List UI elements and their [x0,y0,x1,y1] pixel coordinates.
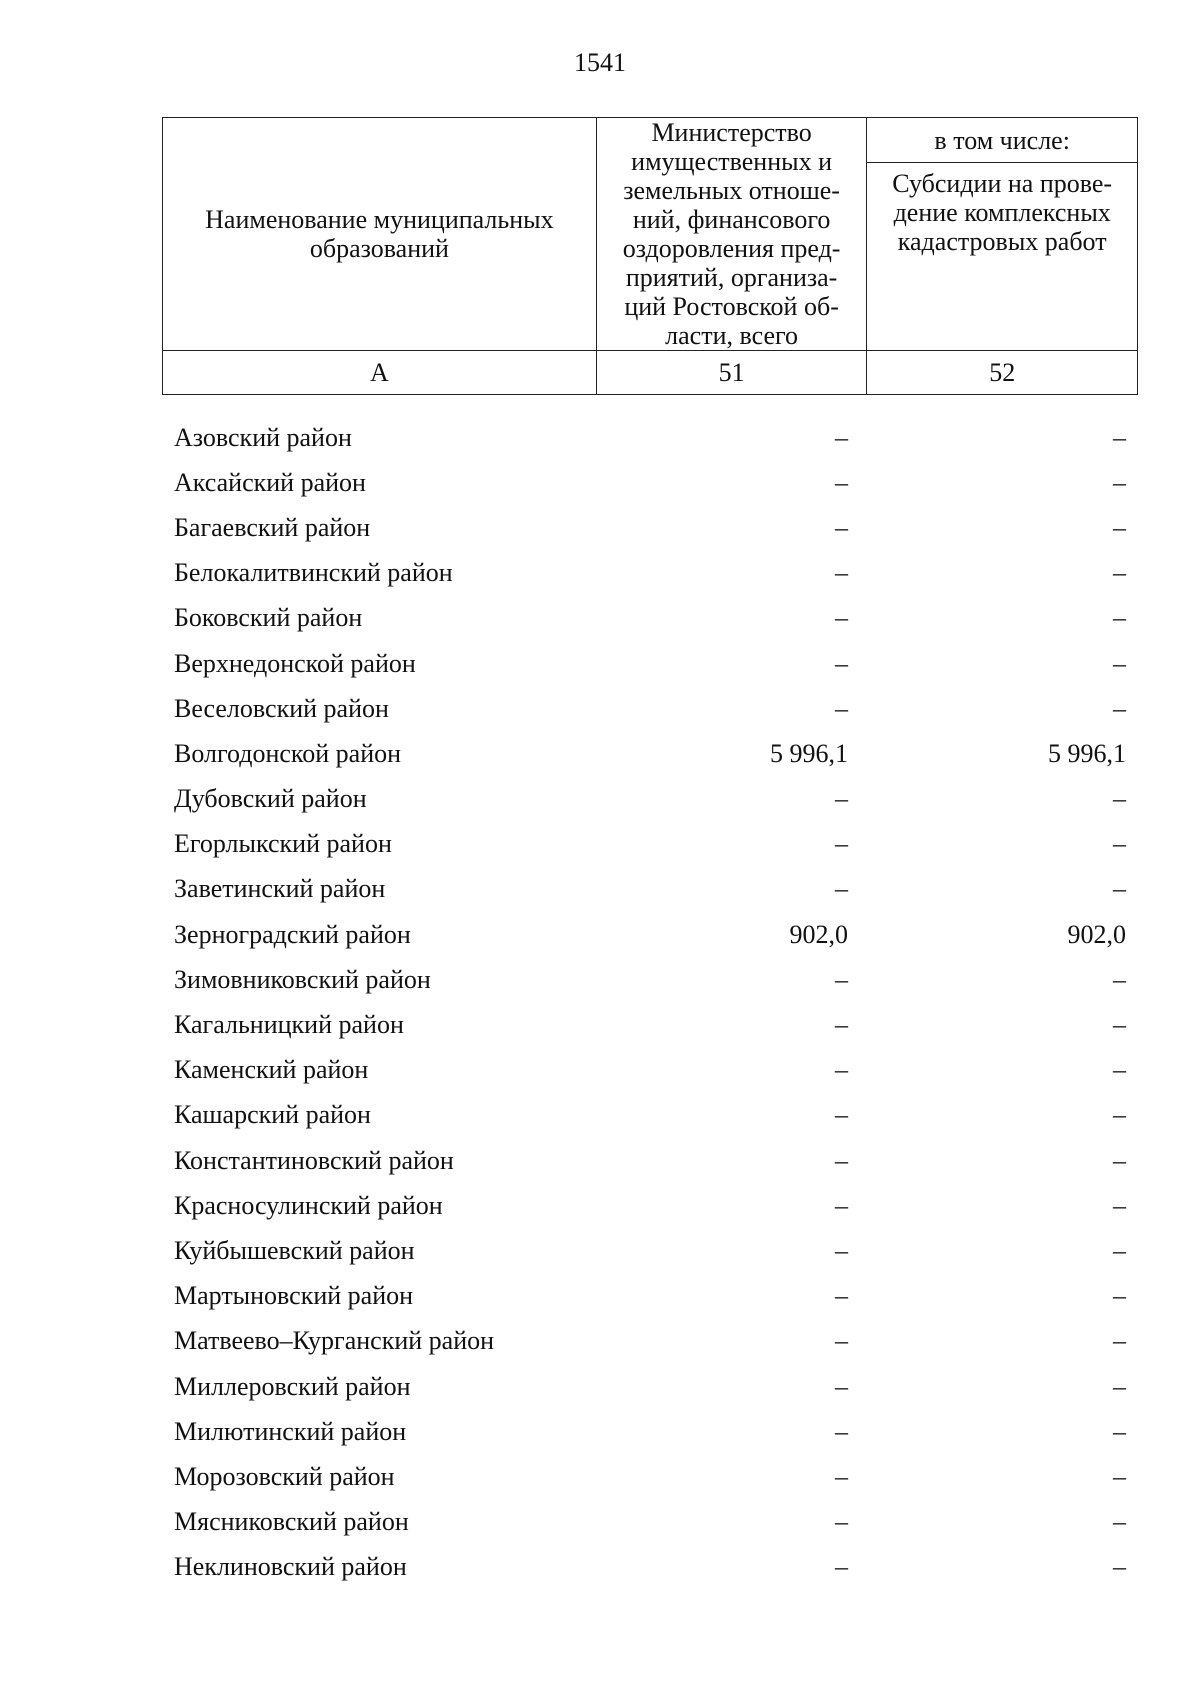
municipality-name: Морозовский район [174,1461,395,1491]
value-col-51: – [835,1371,848,1401]
table-row [162,551,1138,596]
value-col-51: – [835,422,848,452]
value-col-52: – [1113,1235,1126,1265]
table-row [162,731,1138,776]
value-col-51: – [835,874,848,904]
column-index-51: 51 [596,351,867,395]
value-col-52: – [1113,1100,1126,1130]
value-col-51: – [835,558,848,588]
value-col-51: – [835,512,848,542]
table-row [162,1002,1138,1047]
value-col-51: – [835,1416,848,1446]
municipality-name: Волгодонской район [174,738,402,768]
page-number: 1541 [574,48,626,77]
value-col-52: – [1113,1055,1126,1085]
value-col-52: – [1113,693,1126,723]
value-col-51: – [835,964,848,994]
municipality-name: Мясниковский район [174,1507,409,1537]
municipality-name: Матвеево–Курганский район [174,1326,495,1356]
column-index-52: 52 [867,351,1138,395]
value-col-52: 902,0 [1067,919,1126,949]
value-col-51: – [835,1552,848,1582]
municipality-name: Зерноградский район [174,919,411,949]
municipality-name: Белокалитвинский район [174,558,453,588]
table-row [162,415,1138,460]
value-col-51: – [835,1145,848,1175]
table-row [162,641,1138,686]
value-col-52: – [1113,467,1126,497]
value-col-51: – [835,1190,848,1220]
header-ministry-total: Министерство имущественных и земельных отноше- ний, финансового оздоровления пред- приятий, организа- ций Ростовской об- ласти, всего [596,118,867,351]
table-row [162,1048,1138,1093]
municipality-name: Неклиновский район [174,1552,407,1582]
table-body [162,415,1138,1590]
column-index-a: А [163,351,597,395]
table-row [162,1228,1138,1273]
municipality-name: Зимовниковский район [174,964,431,994]
value-col-51: – [835,1010,848,1040]
table-row [162,1409,1138,1454]
municipality-name: Дубовский район [174,784,367,814]
value-col-52: – [1113,422,1126,452]
value-col-52: – [1113,1326,1126,1356]
header-cadastral-subsidy: Субсидии на прове- дение комплексных кадастровых работ [867,163,1138,351]
table-row [162,1183,1138,1228]
table-row [162,1138,1138,1183]
municipality-name: Кагальницкий район [174,1010,404,1040]
value-col-52: – [1113,1281,1126,1311]
value-col-51: – [835,1461,848,1491]
table-row [162,1319,1138,1364]
municipality-name: Милютинский район [174,1416,407,1446]
value-col-52: – [1113,1552,1126,1582]
table-row [162,596,1138,641]
municipality-name: Азовский район [174,422,352,452]
value-col-52: – [1113,829,1126,859]
table-row [162,1454,1138,1499]
municipality-name: Багаевский район [174,512,371,542]
value-col-51: – [835,693,848,723]
value-col-52: – [1113,1461,1126,1491]
value-col-52: – [1113,1190,1126,1220]
value-col-51: – [835,1326,848,1356]
value-col-51: – [835,829,848,859]
municipality-name: Красносулинский район [174,1190,443,1220]
table-row [162,1274,1138,1319]
table-row [162,505,1138,550]
value-col-52: – [1113,874,1126,904]
municipality-name: Кашарский район [174,1100,371,1130]
table-row [162,1364,1138,1409]
value-col-52: – [1113,784,1126,814]
value-col-51: – [835,1235,848,1265]
header-municipality-name: Наименование муниципальных образований [163,118,597,351]
table-row [162,460,1138,505]
value-col-51: – [835,1100,848,1130]
table-header [162,117,1138,395]
header-including-group: в том числе: [867,118,1138,163]
value-col-52: – [1113,648,1126,678]
value-col-52: – [1113,603,1126,633]
table-row [162,1093,1138,1138]
table-row [162,957,1138,1002]
municipality-name: Веселовский район [174,693,389,723]
municipality-name: Аксайский район [174,467,366,497]
value-col-51: 902,0 [789,919,848,949]
value-col-51: – [835,784,848,814]
value-col-51: – [835,1055,848,1085]
value-col-51: 5 996,1 [770,738,848,768]
table-row [162,1500,1138,1545]
municipality-name: Куйбышевский район [174,1235,415,1265]
value-col-52: – [1113,1371,1126,1401]
municipality-name: Боковский район [174,603,363,633]
value-col-52: 5 996,1 [1048,738,1126,768]
municipality-name: Егорлыкский район [174,829,392,859]
value-col-51: – [835,1507,848,1537]
table-row [162,686,1138,731]
table-row [162,1545,1138,1590]
municipality-name: Мартыновский район [174,1281,414,1311]
value-col-52: – [1113,1010,1126,1040]
table-row [162,867,1138,912]
value-col-52: – [1113,1507,1126,1537]
value-col-51: – [835,467,848,497]
value-col-52: – [1113,964,1126,994]
value-col-52: – [1113,1145,1126,1175]
municipality-name: Каменский район [174,1055,369,1085]
value-col-52: – [1113,1416,1126,1446]
value-col-51: – [835,648,848,678]
municipality-name: Миллеровский район [174,1371,411,1401]
municipality-name: Константиновский район [174,1145,454,1175]
table-row [162,777,1138,822]
table-row [162,912,1138,957]
municipality-name: Верхнедонской район [174,648,416,678]
value-col-51: – [835,603,848,633]
municipality-name: Заветинский район [174,874,386,904]
value-col-51: – [835,1281,848,1311]
value-col-52: – [1113,512,1126,542]
table-row [162,822,1138,867]
value-col-52: – [1113,558,1126,588]
